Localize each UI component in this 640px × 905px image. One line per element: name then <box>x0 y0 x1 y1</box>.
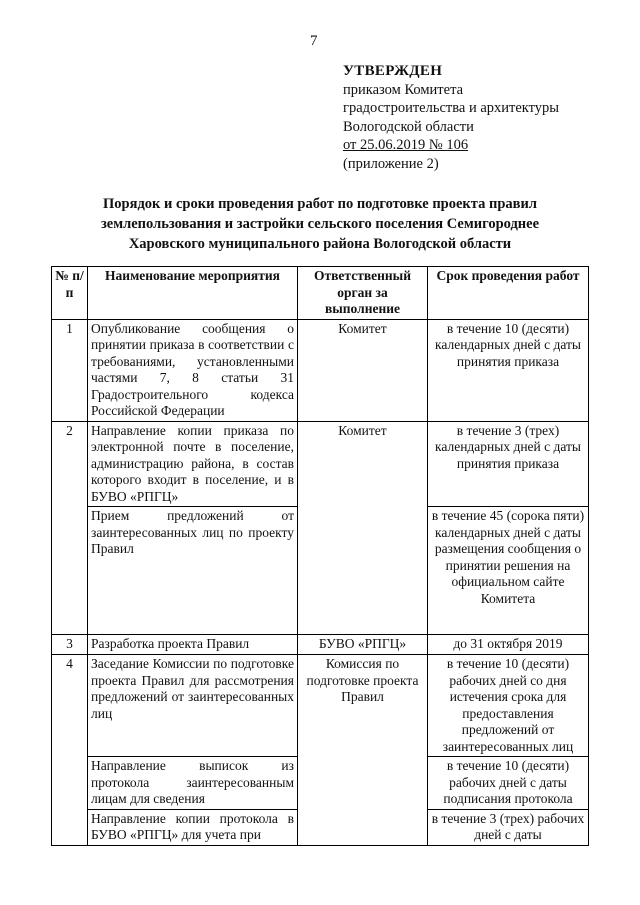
title-line: землепользования и застройки сельского поселения Семигороднее <box>100 216 540 232</box>
row-num: 2 <box>52 421 88 635</box>
page-number: 7 <box>310 33 318 49</box>
row-org: Комитет <box>298 319 428 421</box>
row-name: Прием предложений от заинтересованных лиц по проекту Правил <box>88 507 298 635</box>
title-line: Порядок и сроки проведения работ по подготовке проекта правил <box>103 196 537 212</box>
approval-line: градостроительства и архитектуры <box>343 100 560 116</box>
row-org: БУВО «РПГЦ» <box>298 635 428 655</box>
header-name: Наименование мероприятия <box>88 267 298 320</box>
row-term: в течение 10 (десяти) рабочих дней со дня истечения срока для предоставления предложений от заинтересованных лиц <box>428 655 589 757</box>
row-term: в течение 3 (трех) рабочих дней с даты <box>428 809 589 845</box>
approval-order-number: от 25.06.2019 № 106 <box>343 137 469 153</box>
approval-line: Вологодской области <box>343 118 474 135</box>
row-term: в течение 10 (десяти) календарных дней с даты принятия приказа <box>428 319 589 421</box>
row-term: в течение 3 (трех) календарных дней с даты принятия приказа <box>428 421 589 507</box>
row-name: Разработка проекта Правил <box>88 635 298 655</box>
table-row <box>52 319 589 421</box>
approval-heading: УТВЕРЖДЕН <box>343 63 443 79</box>
row-name: Направление копии протокола в БУВО «РПГЦ» для учета при <box>88 809 298 845</box>
row-name: Направление копии приказа по электронной почте в поселение, администрацию района, в состав которого входит в поселение, и в БУВО «РПГЦ» <box>88 421 298 507</box>
row-name: Опубликование сообщения о принятии приказа в соответствии с требованиями, установленными частями 7, 8 статьи 31 Градостроительного кодекса Российской Федерации <box>88 319 298 421</box>
row-term: до 31 октября 2019 <box>428 635 589 655</box>
row-term: в течение 45 (сорока пяти) календарных дней с даты размещения сообщения о принятии решения на официальном сайте Комитета <box>428 507 589 635</box>
document-title <box>60 194 580 254</box>
header-num: № п/п <box>52 267 88 320</box>
row-name: Заседание Комиссии по подготовке проекта Правил для рассмотрения предложений от заинтересованных лиц <box>88 655 298 757</box>
title-line: Харовского муниципального района Вологодской области <box>128 236 512 252</box>
row-num: 3 <box>52 635 88 655</box>
row-term: в течение 10 (десяти) рабочих дней с даты подписания протокола <box>428 757 589 810</box>
approval-appendix: (приложение 2) <box>343 155 439 172</box>
approval-line: приказом Комитета <box>343 81 464 98</box>
header-term: Срок проведения работ <box>428 267 589 320</box>
schedule-table <box>51 266 589 846</box>
approval-stamp <box>343 62 559 173</box>
row-name: Направление выписок из протокола заинтересованным лицам для сведения <box>88 757 298 810</box>
row-num: 4 <box>52 655 88 846</box>
header-org: Ответственный орган за выполнение <box>298 267 428 320</box>
row-num: 1 <box>52 319 88 421</box>
row-org: Комитет <box>298 421 428 635</box>
table-header-row <box>52 267 589 320</box>
table-row <box>52 421 589 507</box>
row-org: Комиссия по подготовке проекта Правил <box>298 655 428 846</box>
table-row <box>52 635 589 655</box>
table-row <box>52 655 589 757</box>
